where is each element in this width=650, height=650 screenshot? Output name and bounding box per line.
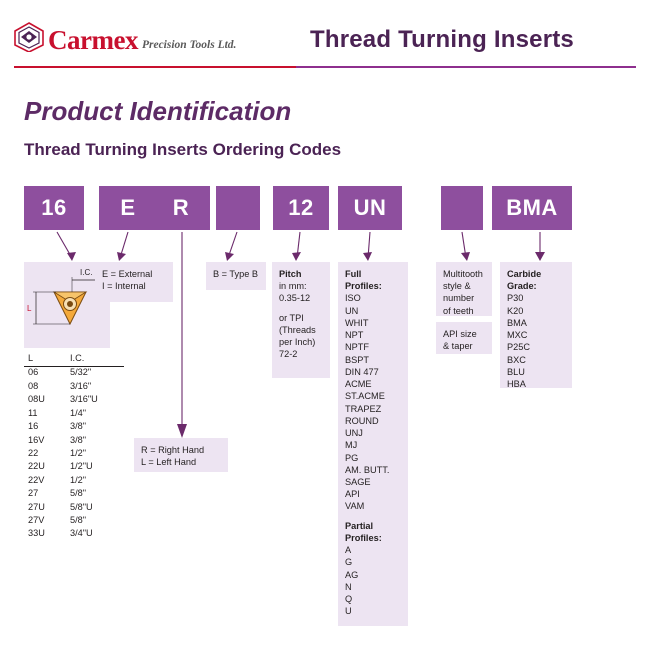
list-item: G — [345, 557, 353, 568]
list-item: SAGE — [345, 476, 371, 487]
list-item: AG — [345, 569, 359, 580]
cell-l: 08U — [28, 394, 45, 405]
table-row — [24, 487, 124, 500]
code-box-teeth[interactable] — [441, 186, 483, 230]
code-box-grade[interactable]: BMA — [492, 186, 572, 230]
panel-line: Multitooth — [443, 269, 483, 279]
panel-line: R = Right Hand — [141, 445, 205, 455]
list-item: DIN 477 — [345, 366, 379, 377]
list-item: NPT — [345, 330, 364, 341]
list-item: HBA — [507, 379, 526, 390]
cell-ic: 3/4"U — [70, 528, 93, 539]
brand-name: Carmex — [48, 25, 138, 55]
panel-api-size — [436, 322, 492, 354]
table-row — [24, 366, 124, 379]
panel-hand-direction — [134, 438, 228, 472]
panel-line: & taper — [443, 341, 473, 352]
cell-ic: 5/8"U — [70, 501, 93, 512]
panel-title-partial: Partial — [345, 520, 374, 531]
cell-ic: 3/8" — [70, 434, 87, 445]
panel-title: Carbide — [507, 269, 542, 279]
cell-l: 16V — [28, 434, 45, 445]
page-title: Product Identification — [24, 96, 292, 126]
cell-ic: 1/2" — [70, 447, 87, 458]
panel-pitch — [272, 262, 330, 378]
panel-line: API size — [443, 329, 477, 339]
panel-internal-external — [95, 262, 173, 302]
code-box-hand[interactable]: R — [152, 186, 210, 230]
col-header-ic: I.C. — [70, 353, 85, 363]
panel-carbide-grade — [500, 262, 572, 388]
svg-text:I.C.: I.C. — [80, 268, 93, 277]
cell-ic: 3/16"U — [70, 394, 98, 405]
list-item: ACME — [345, 379, 372, 390]
cell-l: 27 — [28, 488, 39, 499]
cell-ic: 5/8" — [70, 515, 87, 526]
panel-line: number — [443, 293, 475, 304]
table-row — [24, 407, 124, 420]
list-item: N — [345, 581, 352, 592]
footer-bar — [0, 642, 650, 650]
list-item: NPTF — [345, 342, 369, 353]
cell-ic: 1/4" — [70, 407, 87, 418]
list-item: AM. BUTT. — [345, 464, 390, 475]
full-profile-list — [345, 292, 401, 512]
table-row — [24, 393, 124, 406]
list-item: API — [345, 489, 360, 500]
panel-title-full-2: Profiles: — [345, 281, 382, 292]
panel-line: L = Left Hand — [141, 457, 197, 468]
code-box-type[interactable] — [216, 186, 260, 230]
list-item: MXC — [507, 330, 528, 341]
table-row — [24, 420, 124, 433]
list-item: ST.ACME — [345, 391, 385, 402]
cell-ic: 5/32" — [70, 367, 92, 378]
code-box-internal-external[interactable]: E — [99, 186, 157, 230]
dimension-table — [24, 352, 124, 541]
cell-l: 22V — [28, 474, 45, 485]
table-row — [24, 527, 124, 540]
code-box-pitch[interactable]: 12 — [273, 186, 329, 230]
list-item: P25C — [507, 342, 530, 353]
brand-tagline: Precision Tools Ltd. — [141, 39, 237, 51]
panel-spacer — [345, 513, 401, 520]
list-item: VAM — [345, 501, 365, 512]
table-row — [24, 460, 124, 473]
list-item: K20 — [507, 305, 524, 316]
list-item: UNJ — [345, 428, 363, 439]
list-item: BLU — [507, 366, 525, 377]
cell-l: 06 — [28, 367, 39, 378]
cell-l: 08 — [28, 380, 39, 391]
partial-profile-list — [345, 544, 401, 617]
grade-list — [507, 292, 565, 390]
table-row — [24, 501, 124, 514]
cell-ic: 3/8" — [70, 421, 87, 432]
panel-line: per Inch) — [279, 337, 316, 348]
panel-title-full: Full — [345, 269, 362, 279]
list-item: U — [345, 606, 352, 617]
panel-line: B = Type B — [213, 269, 259, 279]
code-box-profile[interactable]: UN — [338, 186, 402, 230]
carmex-logo-icon — [14, 22, 44, 52]
list-item: P30 — [507, 293, 524, 304]
panel-line: style & — [443, 281, 471, 292]
panel-title-2: Grade: — [507, 281, 537, 292]
header-title: Thread Turning Inserts — [310, 26, 574, 53]
panel-line: or TPI — [279, 312, 304, 323]
panel-line: 0.35-12 — [279, 293, 311, 304]
panel-multitooth — [436, 262, 492, 316]
list-item: WHIT — [345, 317, 369, 328]
list-item: Q — [345, 594, 353, 605]
table-row — [24, 514, 124, 527]
panel-line: (Threads — [279, 324, 316, 335]
list-item: TRAPEZ — [345, 403, 382, 414]
brand-logo — [14, 22, 237, 55]
svg-text:L: L — [27, 304, 32, 313]
table-header-row — [24, 352, 124, 366]
list-item: ISO — [345, 293, 361, 304]
table-row — [24, 380, 124, 393]
list-item: A — [345, 545, 352, 556]
cell-l: 11 — [28, 407, 38, 418]
list-item: BSPT — [345, 354, 369, 365]
list-item: PG — [345, 452, 359, 463]
cell-ic: 3/16" — [70, 380, 92, 391]
code-box-size[interactable]: 16 — [24, 186, 84, 230]
cell-ic: 1/2" — [70, 474, 87, 485]
panel-line: of teeth — [443, 305, 474, 316]
panel-title: Pitch — [279, 269, 302, 279]
panel-profiles — [338, 262, 408, 626]
cell-l: 16 — [28, 421, 39, 432]
table-row — [24, 434, 124, 447]
panel-spacer — [279, 305, 323, 312]
cell-ic: 1/2"U — [70, 461, 93, 472]
table-header-rule — [24, 366, 124, 367]
panel-line: 72-2 — [279, 349, 298, 360]
page-subtitle: Thread Turning Inserts Ordering Codes — [24, 140, 342, 159]
cell-l: 22U — [28, 461, 45, 472]
table-row — [24, 447, 124, 460]
table-row — [24, 474, 124, 487]
panel-line: I = Internal — [102, 281, 146, 292]
panel-line: in mm: — [279, 281, 307, 292]
col-header-l: L — [28, 353, 34, 363]
cell-l: 22 — [28, 447, 39, 458]
header-divider-accent — [14, 66, 296, 68]
list-item: BXC — [507, 354, 526, 365]
list-item: BMA — [507, 317, 527, 328]
list-item: MJ — [345, 440, 358, 451]
cell-ic: 5/8" — [70, 488, 87, 499]
list-item: UN — [345, 305, 359, 316]
cell-l: 27U — [28, 501, 45, 512]
panel-title-partial-2: Profiles: — [345, 532, 382, 543]
cell-l: 27V — [28, 515, 45, 526]
list-item: ROUND — [345, 415, 379, 426]
panel-type — [206, 262, 266, 290]
panel-line: E = External — [102, 269, 153, 279]
page-header — [0, 0, 650, 68]
cell-l: 33U — [28, 528, 45, 539]
